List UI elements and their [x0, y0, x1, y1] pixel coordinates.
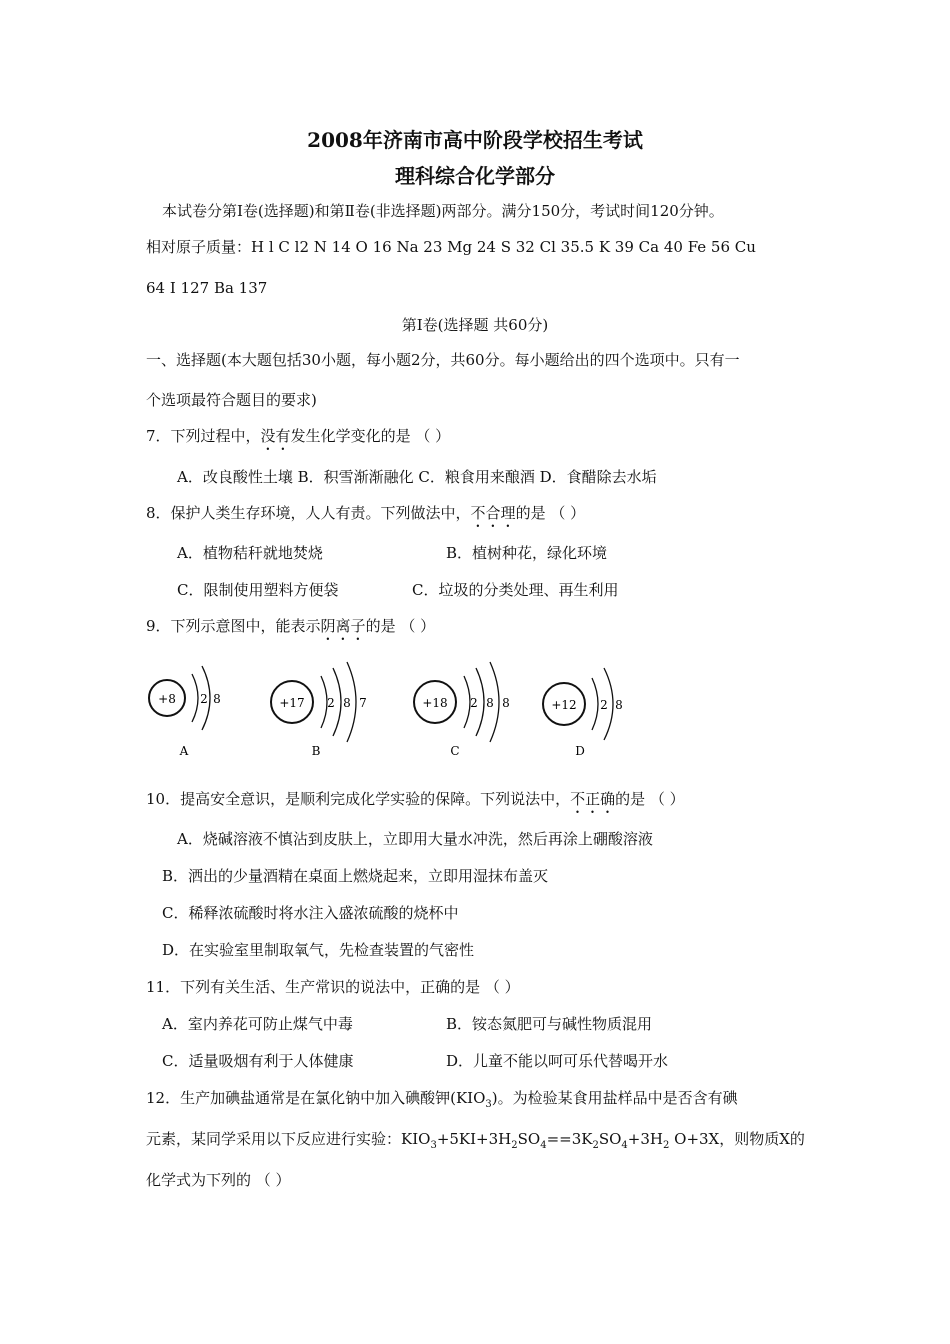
- q12-sub: 4: [540, 1140, 547, 1151]
- q12-sub: 2: [592, 1140, 599, 1151]
- atom-diagram-c: [405, 652, 525, 760]
- q10-pre: 10．提高安全意识，是顺利完成化学实验的保障。下列说法中，: [146, 790, 571, 808]
- q9-post: 的是 （ ）: [365, 617, 436, 635]
- q12-eq-e: SO: [598, 1130, 622, 1148]
- q12-eq-g: O+3X，则物质X的: [669, 1130, 805, 1148]
- q8-pre: 8．保护人类生存环境，人人有责。下列做法中，: [146, 504, 471, 522]
- atom-b-shell-1: 2: [327, 696, 335, 710]
- intro-line-3: 64 I 127 Ba 137: [146, 279, 268, 297]
- q9-emphasis: 阴离子: [320, 617, 366, 635]
- atom-a-shell-2: 8: [213, 692, 221, 706]
- q12-sub: 2: [511, 1140, 518, 1151]
- q12-line1-a: 12．生产加碘盐通常是在氯化钠中加入碘酸钾(KIO: [146, 1089, 486, 1107]
- question-12-line-1: [146, 1088, 738, 1108]
- atom-d-shell-1: 2: [600, 698, 608, 712]
- q10-emphasis: 不正确: [570, 790, 616, 808]
- q12-sub: 4: [621, 1140, 628, 1151]
- atom-b-nucleus: +17: [279, 696, 305, 710]
- atom-c-shell-2: 8: [486, 696, 494, 710]
- exam-title: 2008年济南市高中阶段学校招生考试: [307, 128, 643, 152]
- q12-eq-c: SO: [517, 1130, 541, 1148]
- q11-option-d: D．儿童不能以呵可乐代替喝开水: [446, 1052, 669, 1070]
- q10-option-c: C．稀释浓硫酸时将水注入盛浓硫酸的烧杯中: [162, 904, 459, 922]
- q10-option-b: B．洒出的少量酒精在桌面上燃烧起来，立即用湿抹布盖灭: [162, 867, 549, 885]
- q12-eq-a: 元素，某同学采用以下反应进行实验：KIO: [146, 1130, 431, 1148]
- section-title: 第Ⅰ卷(选择题 共60分): [401, 316, 549, 334]
- q8-option-a: A．植物秸秆就地焚烧: [177, 544, 323, 562]
- atom-a-label: A: [179, 744, 189, 758]
- q8-option-d: C．垃圾的分类处理、再生利用: [412, 581, 619, 599]
- atom-d-nucleus: +12: [551, 698, 577, 712]
- question-12-equation-line: [146, 1129, 805, 1149]
- q7-emphasis: 没有: [260, 427, 291, 445]
- atom-c-nucleus: +18: [422, 696, 448, 710]
- atom-diagram-b: [263, 652, 383, 760]
- question-12-line-3: 化学式为下列的 （ ）: [146, 1171, 291, 1189]
- question-8-stem: [146, 503, 585, 531]
- q7-post: 发生化学变化的是 （ ）: [290, 427, 451, 445]
- atom-a-nucleus: +8: [158, 692, 176, 706]
- q7-pre: 7．下列过程中，: [146, 427, 261, 445]
- q8-post: 的是 （ ）: [515, 504, 586, 522]
- exam-subtitle: 理科综合化学部分: [395, 164, 555, 188]
- q12-line1-b: )。为检验某食用盐样品中是否含有碘: [491, 1089, 738, 1107]
- question-10-stem: [146, 789, 685, 817]
- atom-diagram-a: [140, 652, 250, 760]
- q8-option-b: B．植树种花，绿化环境: [446, 544, 608, 562]
- q10-option-a: A．烧碱溶液不慎沾到皮肤上，立即用大量水冲洗，然后再涂上硼酸溶液: [177, 830, 653, 848]
- q12-eq-d: ==3K: [546, 1130, 593, 1148]
- atom-b-label: B: [311, 744, 321, 758]
- q8-emphasis: 不合理: [470, 504, 516, 522]
- q10-post: 的是 （ ）: [615, 790, 685, 808]
- q8-option-c: C．限制使用塑料方便袋: [177, 581, 339, 599]
- atom-c-shell-1: 2: [470, 696, 478, 710]
- atom-a-shell-1: 2: [200, 692, 208, 706]
- question-11-stem: 11．下列有关生活、生产常识的说法中，正确的是 （ ）: [146, 978, 520, 996]
- q12-eq-f: +3H: [627, 1130, 663, 1148]
- q12-sub: 2: [663, 1140, 670, 1151]
- q11-option-b: B．铵态氮肥可与碱性物质混用: [446, 1015, 653, 1033]
- section-instruction-1: 一、选择题(本大题包括30小题，每小题2分，共60分。每小题给出的四个选项中。只有一: [146, 351, 740, 369]
- q12-sub: 3: [485, 1099, 492, 1110]
- atom-b-shell-3: 7: [359, 696, 367, 710]
- question-7-options: A．改良酸性土壤 B．积雪渐渐融化 C．粮食用来酿酒 D．食醋除去水垢: [177, 468, 657, 486]
- atom-c-shell-3: 8: [502, 696, 510, 710]
- section-instruction-2: 个选项最符合题目的要求): [146, 391, 317, 409]
- intro-line-1: 本试卷分第Ⅰ卷(选择题)和第Ⅱ卷(非选择题)两部分。满分150分，考试时间120分钟。: [162, 202, 724, 220]
- atom-b-shell-2: 8: [343, 696, 351, 710]
- q10-option-d: D．在实验室里制取氧气，先检查装置的气密性: [162, 941, 475, 959]
- q12-eq-b: +5KI+3H: [436, 1130, 512, 1148]
- q11-option-c: C．适量吸烟有利于人体健康: [162, 1052, 354, 1070]
- intro-line-2: 相对原子质量：H l C l2 N 14 O 16 Na 23 Mg 24 S 32 Cl 35.5 K 39 Ca 40 Fe 56 Cu: [146, 238, 756, 256]
- q12-sub: 3: [430, 1140, 437, 1151]
- atom-diagram-d: [536, 652, 646, 760]
- atom-d-shell-2: 8: [615, 698, 623, 712]
- q11-option-a: A．室内养花可防止煤气中毒: [162, 1015, 353, 1033]
- q9-pre: 9．下列示意图中，能表示: [146, 617, 321, 635]
- question-7-stem: [146, 426, 450, 454]
- question-9-stem: [146, 616, 435, 644]
- atom-d-label: D: [575, 744, 585, 758]
- atom-c-label: C: [450, 744, 460, 758]
